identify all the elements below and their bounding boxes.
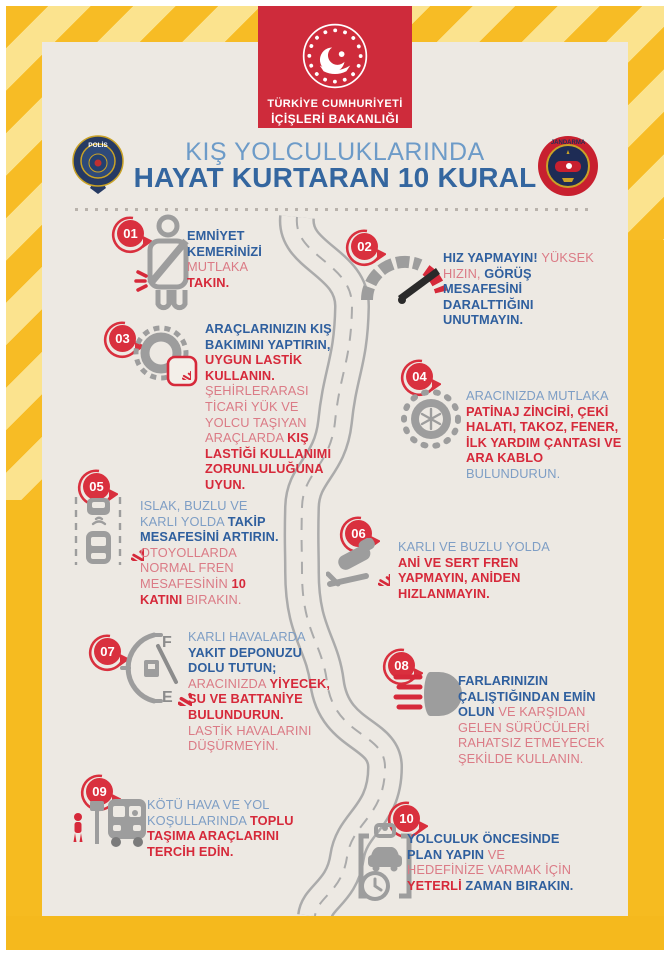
ministry-name-line2: İÇİŞLERİ BAKANLIĞI xyxy=(271,112,399,126)
fuel-gauge-icon xyxy=(120,630,192,708)
rule-number-badge: 04 xyxy=(399,358,439,398)
brake-pedal-icon xyxy=(326,538,394,590)
rule-number-badge: 09 xyxy=(79,773,119,813)
rule-number-badge: 05 xyxy=(76,468,116,508)
ministry-name-line1: TÜRKİYE CUMHURİYETİ xyxy=(267,98,403,110)
rule-number-badge: 10 xyxy=(386,800,426,840)
rule-text: KARLI VE BUZLU YOLDA ANİ VE SERT FREN YAPMAYIN, ANİDEN HIZLANMAYIN. xyxy=(398,539,550,601)
rule-number-badge: 01 xyxy=(110,215,150,255)
svg-text:F: F xyxy=(162,634,172,651)
rule-text: KARLI HAVALARDA YAKIT DEPONUZU DOLU TUTUN; ARACINIZDA YİYECEK, SU VE BATTANİYE BULUNDURUN. LASTİK HAVALARINI DÜŞÜRMEYİN. xyxy=(188,629,330,754)
speedometer-icon xyxy=(358,246,450,304)
dotted-separator xyxy=(75,208,595,211)
border-right-solid xyxy=(628,240,664,950)
public-transport-icon xyxy=(70,793,150,851)
svg-text:E: E xyxy=(162,689,173,706)
rule-text: FARLARINIZIN ÇALIŞTIĞINDAN EMİN OLUN VE KARŞIDAN GELEN SÜRÜCÜLERİ RAHATSIZ ETMEYECEK ŞEKİLDE KULLANIN. xyxy=(458,673,605,767)
rule-number-badge: 08 xyxy=(381,647,421,687)
jandarma-logo-icon xyxy=(536,134,600,198)
rule-text: YOLCULUK ÖNCESİNDE PLAN YAPIN VE HEDEFİNİZE VARMAK İÇİN YETERLİ ZAMAN BIRAKIN. xyxy=(407,831,574,893)
rule-number-badge: 06 xyxy=(338,515,378,555)
rule-number-badge: 07 xyxy=(87,633,127,673)
rule-text: ISLAK, BUZLU VE KARLI YOLDA TAKİP MESAFESİNİ ARTIRIN. OTOYOLLARDA NORMAL FREN MESAFESİNİN 10 KATINI BIRAKIN. xyxy=(140,498,279,607)
rule-number-badge: 02 xyxy=(344,228,384,268)
rule-text: KÖTÜ HAVA VE YOL KOŞULLARINDA TOPLU TAŞIMA ARAÇLARINI TERCİH EDİN. xyxy=(147,797,294,859)
border-left-solid xyxy=(6,500,42,950)
ministry-banner xyxy=(258,6,412,128)
border-bottom-bar xyxy=(6,916,664,950)
rule-text: HIZ YAPMAYIN! YÜKSEK HIZIN, GÖRÜŞ MESAFESİNİ DARALTTIĞINI UNUTMAYIN. xyxy=(443,250,594,328)
rule-text: EMNİYET KEMERİNİZİ MUTLAKA TAKIN. xyxy=(187,228,262,290)
svg-text:JANDARMA: JANDARMA xyxy=(550,140,586,146)
rule-text: ARACINIZDA MUTLAKA PATİNAJ ZİNCİRİ, ÇEKİ HALATI, TAKOZ, FENER, İLK YARDIM ÇANTASI VE ARA KABLO BULUNDURUN. xyxy=(466,388,622,482)
snow-chain-icon xyxy=(400,388,462,450)
seatbelt-icon xyxy=(134,214,192,318)
following-distance-icon xyxy=(70,495,146,567)
page-title-line1: KIŞ YOLCULUKLARINDA xyxy=(185,138,485,166)
ministry-emblem-icon xyxy=(297,18,373,94)
police-logo-icon xyxy=(70,134,126,196)
page-title-line2: HAYAT KURTARAN 10 KURAL xyxy=(133,162,537,193)
winter-tire-icon xyxy=(132,325,198,389)
rule-number-badge: 03 xyxy=(102,320,142,360)
rule-text: ARAÇLARINIZIN KIŞ BAKIMINI YAPTIRIN, UYGUN LASTİK KULLANIN. ŞEHİRLERARASI TİCARİ YÜK VE YOLCU TAŞIYAN ARAÇLARDA KIŞ LASTİĞİ KULLANIMI ZORUNLULUĞUNA UYUN. xyxy=(205,321,332,493)
svg-text:POLİS: POLİS xyxy=(88,142,108,149)
